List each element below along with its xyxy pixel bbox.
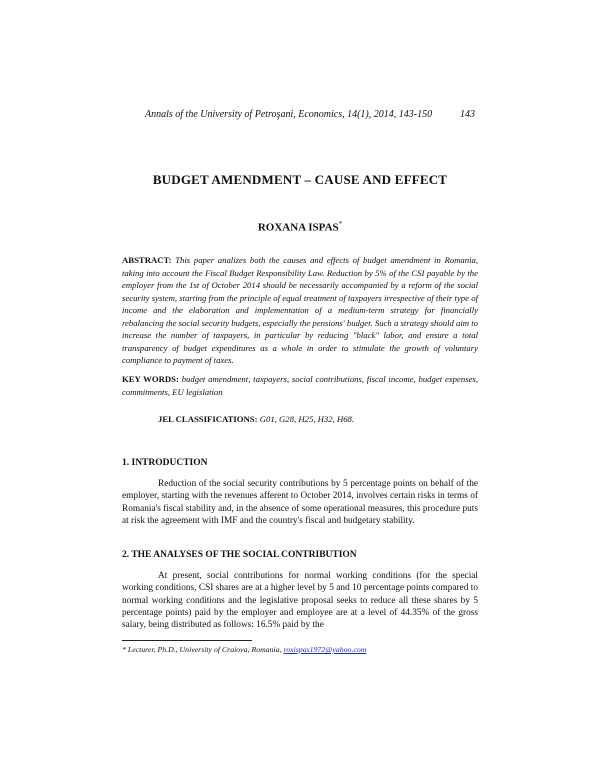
section-heading: 2. THE ANALYSES OF THE SOCIAL CONTRIBUTION (122, 550, 357, 560)
footnote-text: Lecturer, Ph.D., University of Craiova, Romania, (127, 645, 284, 654)
author-footnote-mark: * (338, 220, 343, 228)
journal-citation: Annals of the University of Petroşani, Economics, 14(1), 2014, 143-150 (145, 109, 433, 120)
abstract-label: ABSTRACT: (122, 255, 172, 265)
abstract (122, 254, 478, 367)
keywords-text: budget amendment, taxpayers, social contributions, fiscal income, budget expenses, commitments, EU legislation (122, 374, 478, 397)
running-header (145, 109, 475, 120)
author-name: ROXANA ISPAS (257, 221, 339, 234)
jel-text: G01, G28, H25, H32, H68. (259, 414, 355, 424)
footnote (122, 645, 482, 654)
section-paragraph: Reduction of the social security contributions by 5 percentage points on behalf of the employer, starting with the revenues afferent to October 2014, involves certain risks in terms of Romania's fiscal stability and, in the absence of some operational measures, this procedure puts at risk the agreement with IMF and the country's fiscal and budgetary stability. (122, 479, 478, 526)
footnote-divider (122, 640, 252, 641)
footnote-mark: * (122, 645, 126, 654)
keywords-label: KEY WORDS: (122, 374, 179, 384)
keywords (122, 373, 478, 398)
author-line (0, 220, 600, 234)
jel-classifications (158, 414, 478, 424)
jel-label: JEL CLASSIFICATIONS: (158, 414, 258, 424)
page-number: 143 (460, 109, 475, 120)
abstract-text: This paper analizes both the causes and effects of budget amendment in Romania, taking into account the Fiscal Budget Responsibility Law. Reduction by 5% of the CSI payable by the employer from the 1st of October 2014 should be necessarily accompanied by a reform of the social security system, starting from the principle of equal treatment of taxpayers irrespective of their type of income and the elaboration and implementation of a medium-term strategy for financially rebalancing the social security budgets, especially the pensions' budget. Such a strategy should aim to increase the number of taxpayers, in particular by reducing "black" labor, and ensure a total transparency of budget expenditures as a whole in order to stimulate the growth of voluntary compliance to payment of taxes. (122, 255, 478, 365)
paper-title: BUDGET AMENDMENT – CAUSE AND EFFECT (152, 172, 448, 187)
section-paragraph: At present, social contributions for normal working conditions (for the special working conditions, CSI shares are at a higher level by 5 and 10 percentage points compared to normal working conditions and the legislative proposal seeks to reduce all these shares by 5 percentage points) paid by the employer and employee are at a level of 44.35% of the gross salary, being distributed as follows: 16.5% paid by the (122, 571, 478, 631)
section-heading: 1. INTRODUCTION (122, 458, 208, 468)
author-email-link[interactable]: roxispas1972@yahoo.com (283, 645, 367, 654)
